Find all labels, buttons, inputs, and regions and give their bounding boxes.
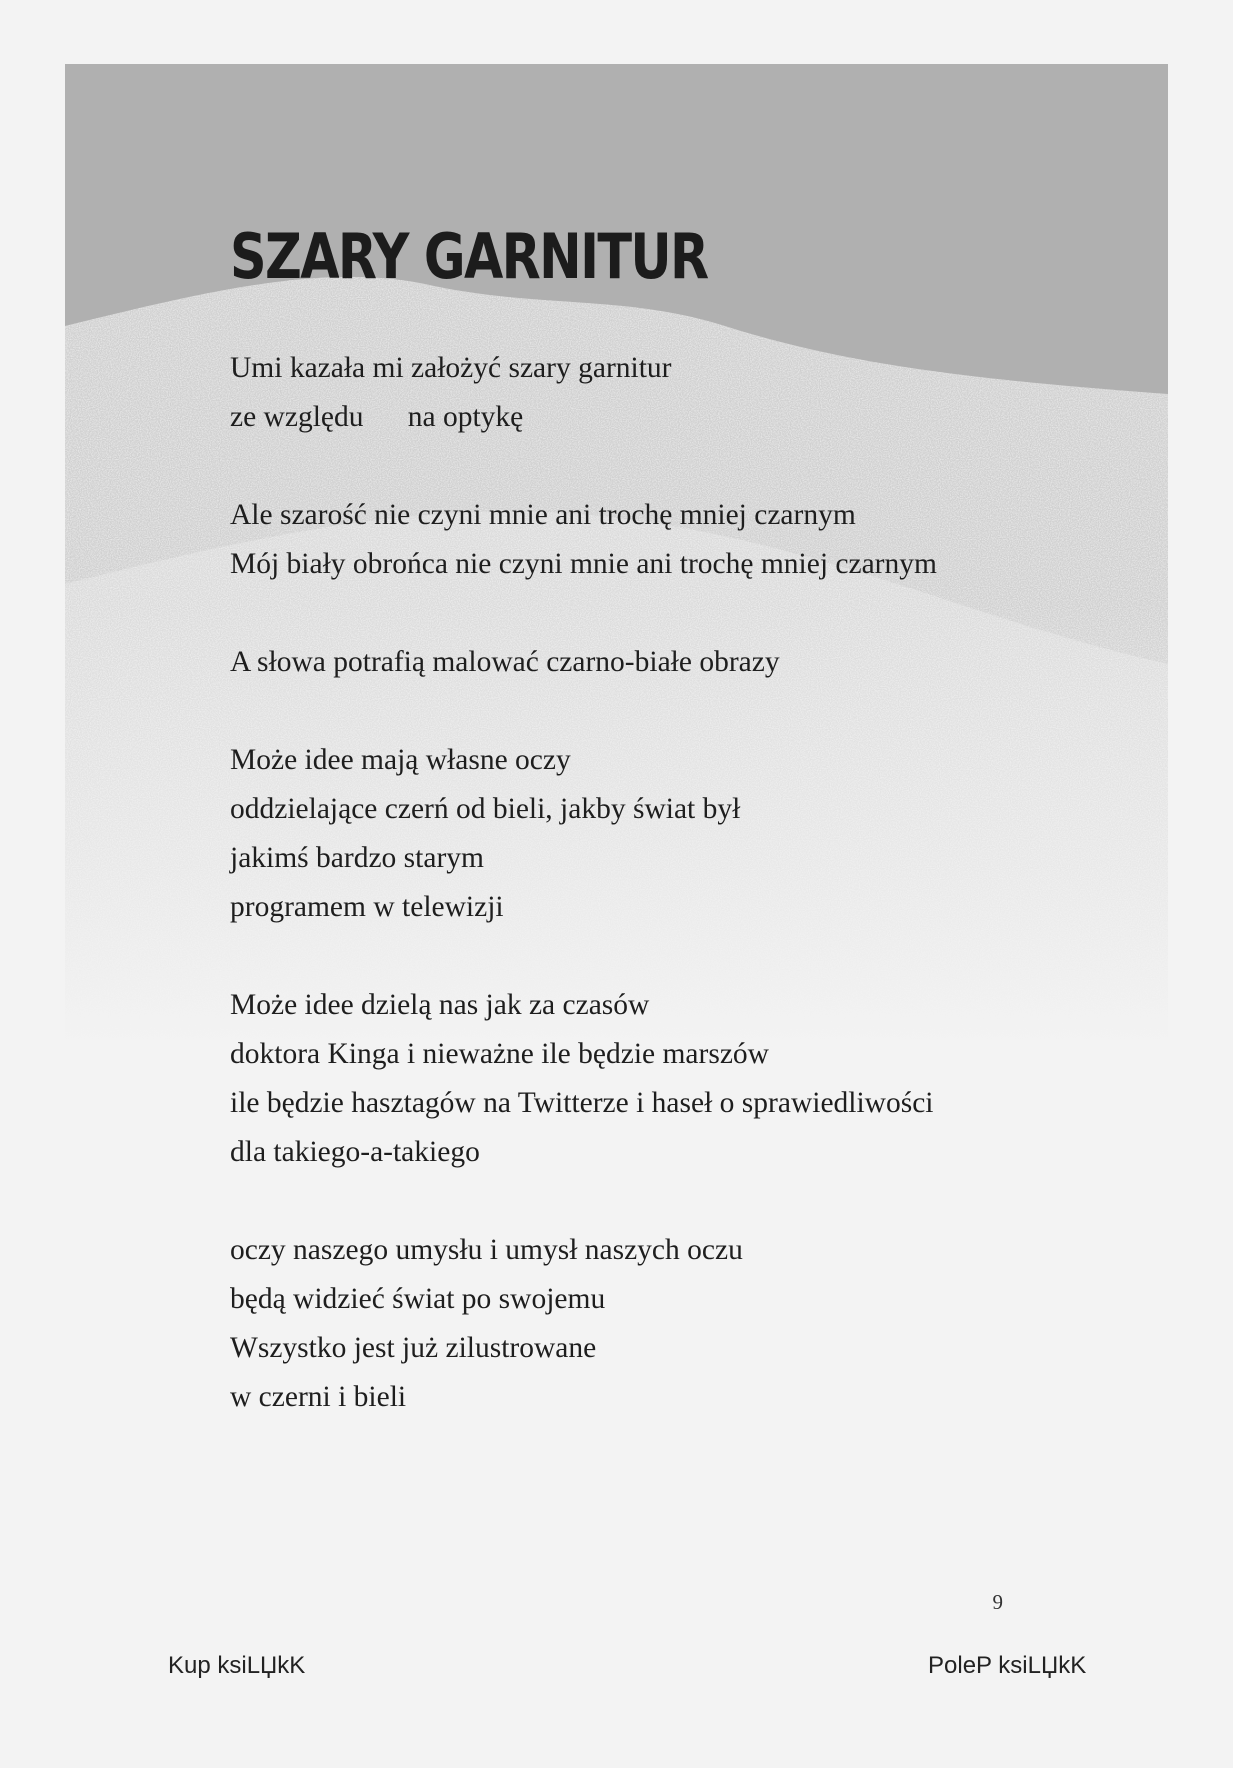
recommend-book-link[interactable]: PoleP ksiLЏkK [928, 1652, 1087, 1679]
poem-line: Może idee dzielą nas jak za czasów [230, 989, 650, 1021]
poem-line: Ale szarość nie czyni mnie ani trochę mniej czarnym [230, 499, 856, 531]
stanza-break [230, 589, 1130, 638]
poem-title: SZARY GARNITUR [230, 220, 708, 293]
stanza-break [230, 687, 1130, 736]
poem-line: jakimś bardzo starym [230, 842, 484, 874]
poem-line: A słowa potrafią malować czarno-białe obrazy [230, 646, 780, 678]
buy-book-link[interactable]: Kup ksiLЏkK [168, 1652, 306, 1679]
poem-line: będą widzieć świat po swojemu [230, 1283, 606, 1315]
stanza-break [230, 1177, 1130, 1226]
poem-line: ze względu na optykę [230, 401, 524, 433]
poem-line: Mój biały obrońca nie czyni mnie ani trochę mniej czarnym [230, 548, 937, 580]
stanza-break [230, 932, 1130, 981]
poem-line: Może idee mają własne oczy [230, 744, 571, 776]
poem-line: dla takiego-a-takiego [230, 1136, 480, 1168]
stanza-break [230, 442, 1130, 491]
page-number: 9 [992, 1590, 1003, 1614]
poem-body [230, 344, 1130, 1422]
poem-line: ile będzie hasztagów na Twitterze i haseł o sprawiedliwości [230, 1087, 934, 1119]
poem-line: Umi kazała mi założyć szary garnitur [230, 352, 672, 384]
poem-line: doktora Kinga i nieważne ile będzie marszów [230, 1038, 769, 1070]
poem-line: Wszystko jest już zilustrowane [230, 1332, 597, 1364]
poem-line: programem w telewizji [230, 891, 504, 923]
poem-line: oddzielające czerń od bieli, jakby świat był [230, 793, 741, 825]
poem-line: w czerni i bieli [230, 1381, 407, 1413]
poem-line: oczy naszego umysłu i umysł naszych oczu [230, 1234, 743, 1266]
